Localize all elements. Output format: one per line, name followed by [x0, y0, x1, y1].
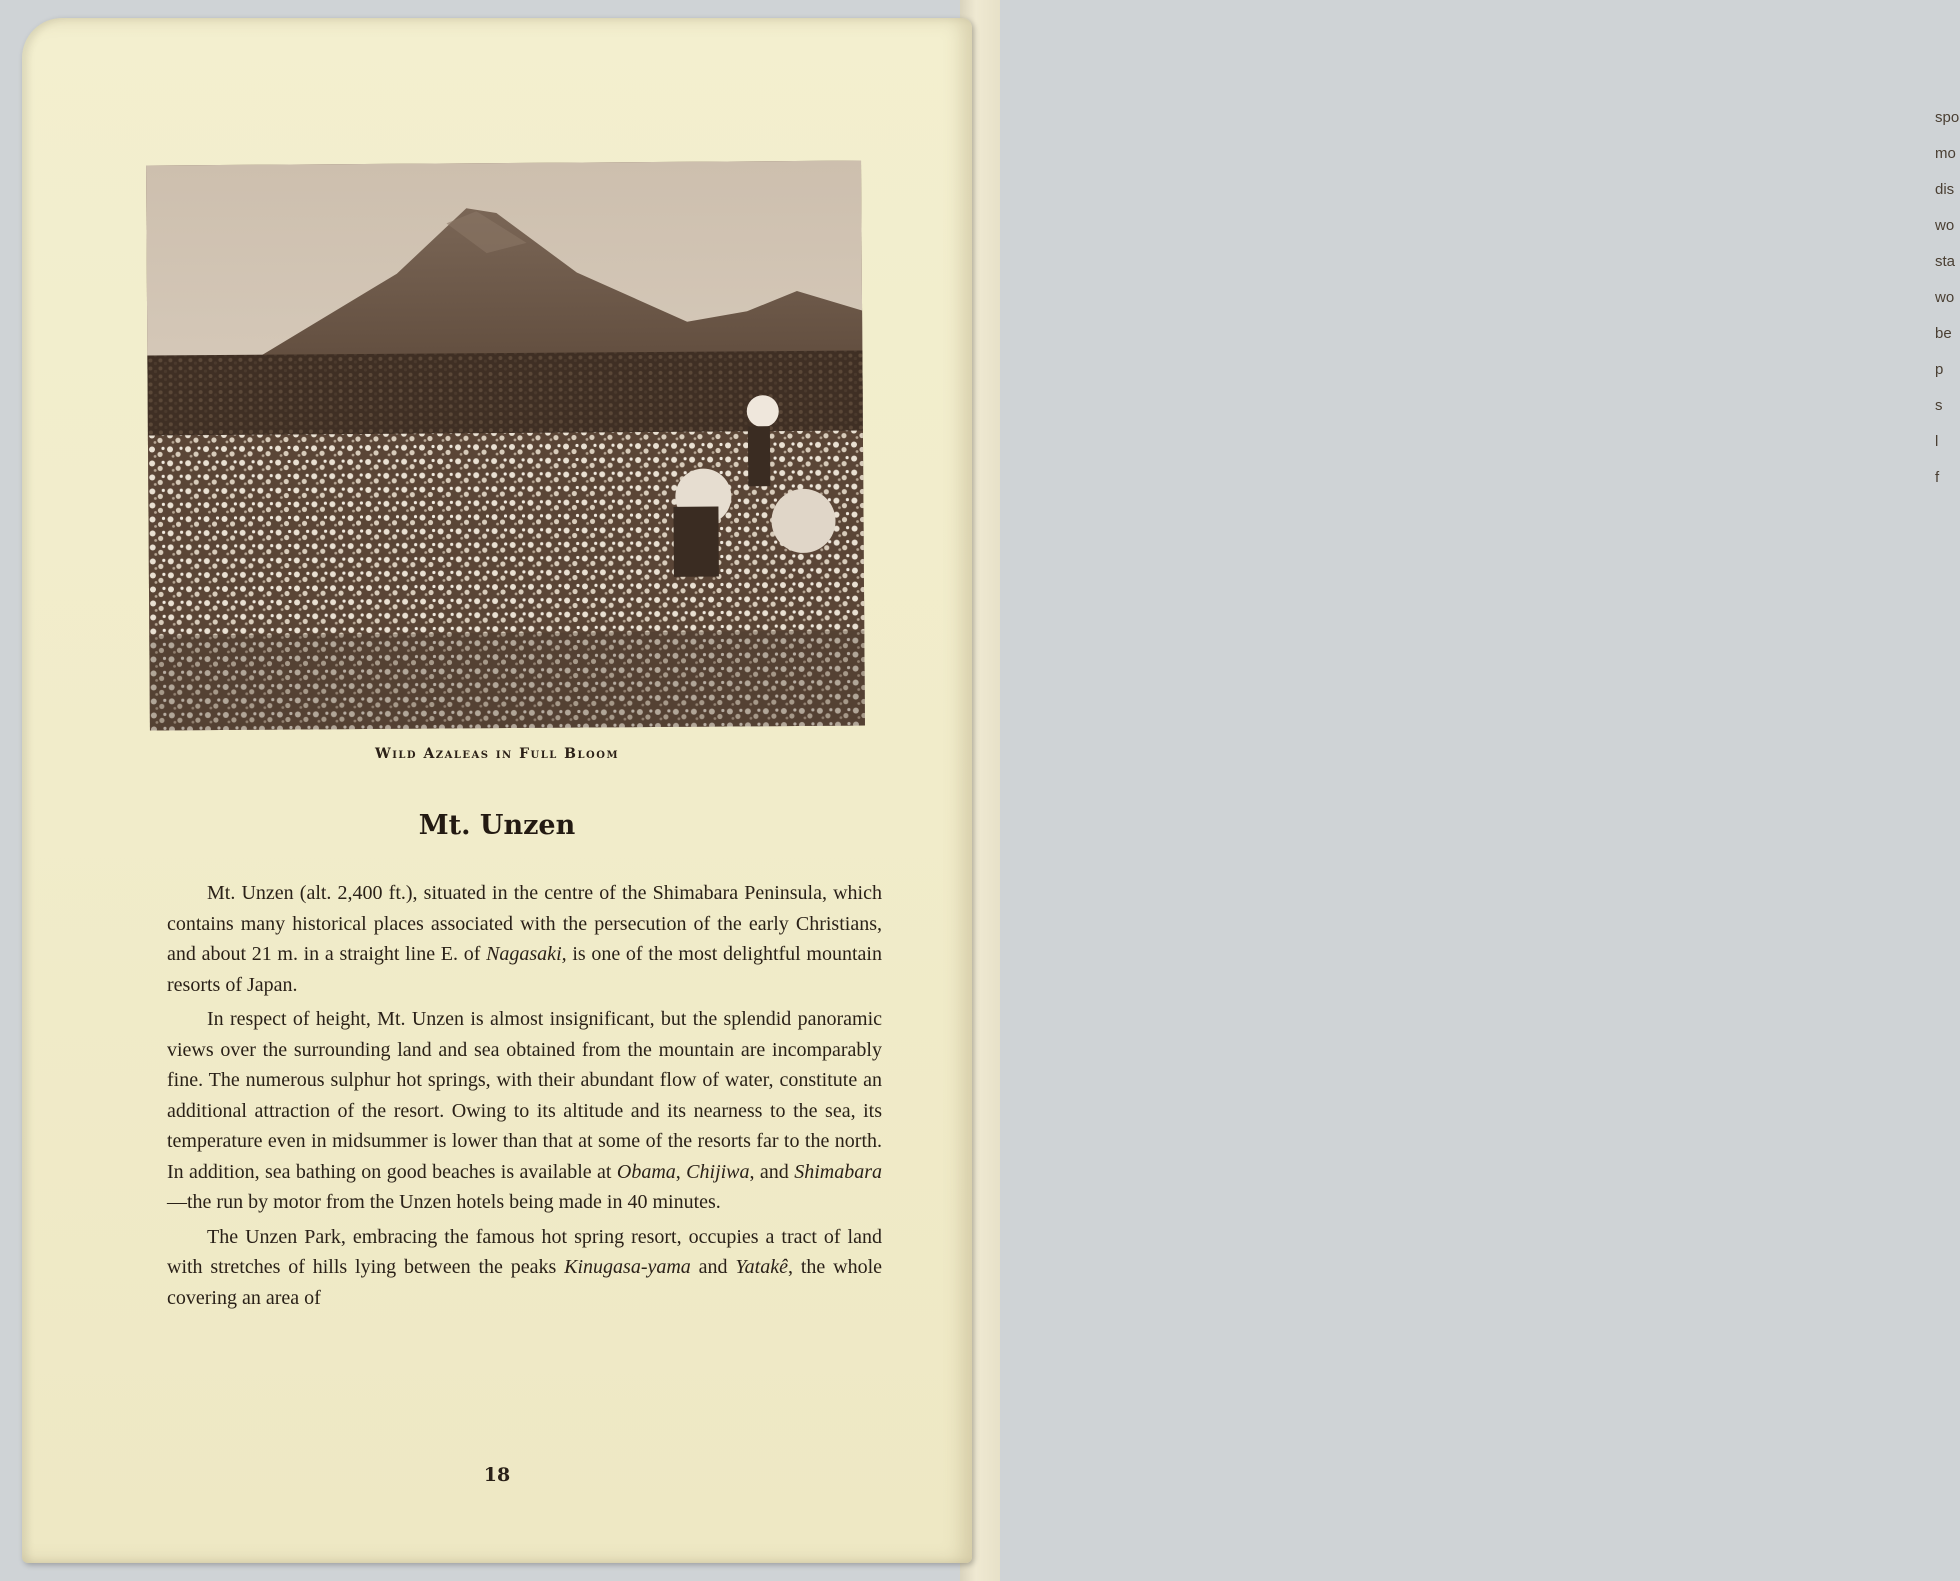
italic-place-name: Nagasaki,: [486, 943, 567, 965]
page-number: 18: [483, 1464, 511, 1486]
text-run: —the run by motor from the Unzen hotels being made in 40 minutes.: [167, 1191, 721, 1213]
mountain-landscape-photo: [146, 161, 865, 731]
italic-place-name: Chijiwa: [686, 1160, 750, 1183]
paragraph-1: [167, 878, 882, 1000]
italic-place-name: Obama: [616, 1160, 676, 1183]
book-page: [22, 18, 972, 1563]
edge-fragment: s: [1935, 397, 1943, 414]
edge-fragment: l: [1935, 433, 1939, 450]
edge-fragment: be: [1935, 325, 1952, 342]
paragraph-2: [167, 1004, 882, 1218]
article-body: [167, 878, 882, 1317]
italic-place-name: Yatakê: [735, 1256, 788, 1278]
text-run: and: [690, 1256, 736, 1278]
text-run: is one of the most delightful mountain resorts of Japan.: [167, 943, 882, 996]
adjacent-page-text: [1935, 100, 1960, 496]
article-title: Mt. Unzen: [418, 810, 576, 841]
edge-fragment: f: [1935, 469, 1940, 486]
italic-place-name: Shimabara: [794, 1160, 882, 1183]
figure-caption: Wild Azaleas in Full Bloom: [374, 746, 620, 762]
edge-fragment: p: [1935, 361, 1944, 378]
text-run: In respect of height, Mt. Unzen is almost insignificant, but the splendid panoramic views over the surrounding land and sea obtained from the mountain are incomparably fine. The numerous sulphur hot springs, with their abundant flow of water, constitute an additional attraction of the resort. Owing to its altitude and its nearness to the sea, its temperature even in midsummer is lower than that at some of the resorts far to the north. In addition, sea bathing on good beaches is available at: [167, 1008, 882, 1183]
edge-fragment: wo: [1935, 289, 1955, 306]
text-run: , the whole covering an area of: [167, 1256, 883, 1309]
text-run: ,: [675, 1160, 687, 1183]
text-run: Mt. Unzen (alt. 2,400 ft.), situated in the centre of the Shimabara Peninsula, which contains many historical places associated with the persecution of the early Christians, and about 21 m. in a straight line E. of: [167, 882, 882, 965]
text-run: , and: [749, 1160, 795, 1183]
italic-place-name: Kinugasa-yama: [564, 1256, 691, 1278]
edge-fragment: spo: [1935, 109, 1960, 126]
edge-fragment: mo: [1935, 145, 1956, 162]
edge-fragment: wo: [1935, 217, 1955, 234]
edge-fragment: dis: [1935, 181, 1955, 198]
paragraph-3: [167, 1222, 882, 1314]
edge-fragment: sta: [1935, 253, 1956, 270]
text-run: The Unzen Park, embracing the famous hot spring resort, occupies a tract of land with stretches of hills lying between the peaks: [167, 1225, 882, 1278]
